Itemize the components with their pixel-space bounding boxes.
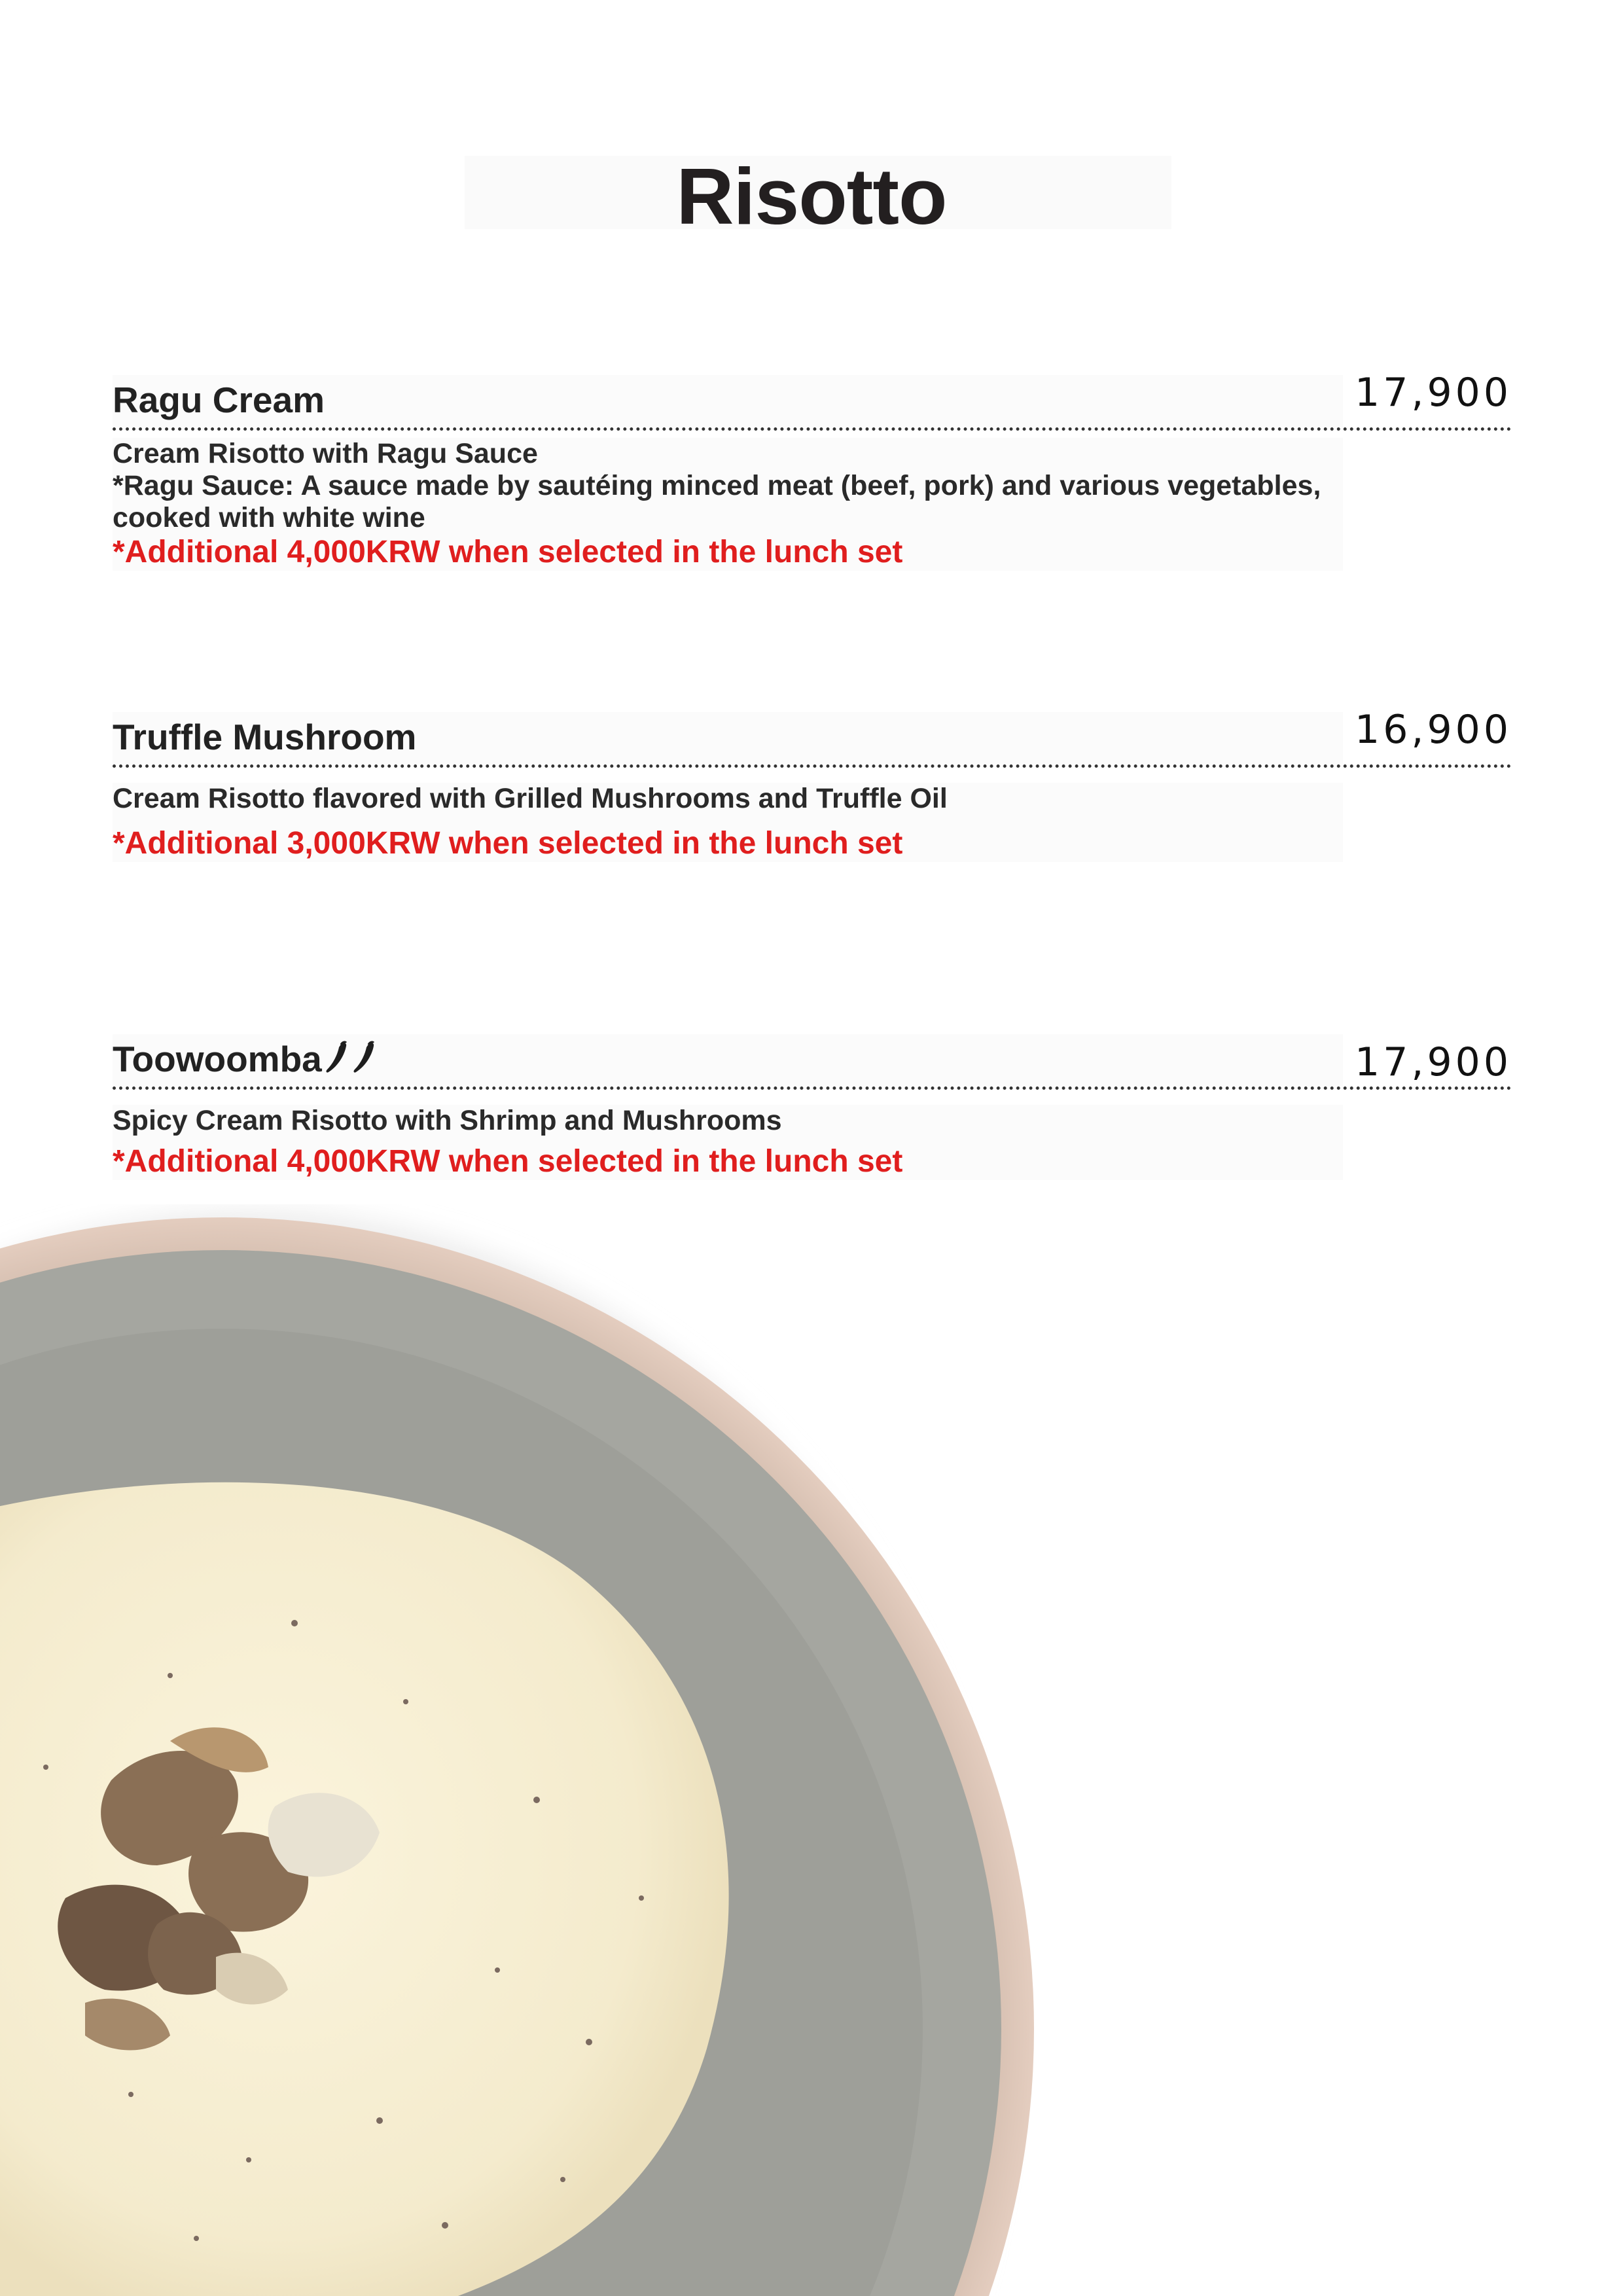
chili-pepper-icon [352,1041,377,1083]
menu-item-description: Spicy Cream Risotto with Shrimp and Mushrooms [113,1105,782,1136]
menu-item-name: Truffle Mushroom [113,717,417,757]
chili-pepper-icon [325,1041,349,1083]
menu-item-header [113,370,1512,427]
menu-item-note: *Additional 4,000KRW when selected in the lunch set [113,1144,903,1179]
dotted-leader [113,1086,1512,1090]
menu-item-description: *Ragu Sauce: A sauce made by sautéing minced meat (beef, pork) and various vegetables, [113,470,1321,501]
menu-item-toowoomba [113,1034,1512,1179]
menu-item-ragu-cream [113,370,1512,569]
menu-item-truffle-mushroom [113,707,1512,861]
menu-item-body [113,783,1343,862]
menu-item-description: Cream Risotto flavored with Grilled Mushrooms and Truffle Oil [113,783,948,814]
menu-item-description: cooked with white wine [113,502,425,533]
menu-item-header [113,1034,1512,1086]
menu-item-name-row [113,1038,377,1083]
menu-item-note: *Additional 3,000KRW when selected in the lunch set [113,826,903,861]
menu-item-body [113,1105,1343,1180]
dotted-leader [113,427,1512,431]
menu-item-price: 17,900 [1355,1039,1512,1085]
menu-item-price: 17,900 [1355,370,1512,416]
menu-item-name: Toowoomba [113,1039,322,1079]
menu-item-note: *Additional 4,000KRW when selected in the lunch set [113,535,903,569]
menu-item-description: Cream Risotto with Ragu Sauce [113,438,538,469]
risotto-plate-image [0,1204,1623,2296]
page-title: Risotto [676,152,947,241]
dotted-leader [113,764,1512,768]
menu-item-price: 16,900 [1355,707,1512,753]
menu-item-name: Ragu Cream [113,380,325,420]
menu-item-header [113,707,1512,764]
menu-item-body [113,438,1343,571]
